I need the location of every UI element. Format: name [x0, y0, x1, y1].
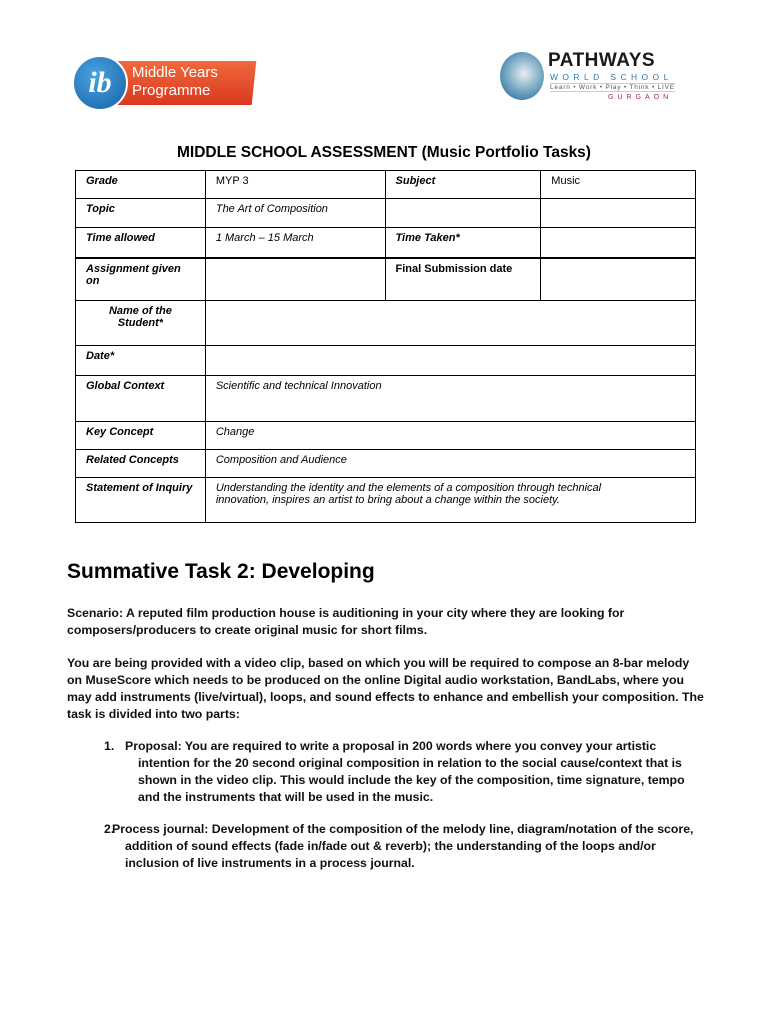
global-context-label: Global Context: [76, 376, 206, 422]
school-city: GURGAON: [608, 94, 673, 101]
global-context-value: Scientific and technical Innovation: [205, 376, 695, 422]
time-allowed-label: Time allowed: [76, 228, 206, 258]
student-name-field[interactable]: [205, 301, 695, 346]
task-heading-suffix: Developing: [261, 560, 375, 583]
part-1-number: 1.: [104, 739, 115, 753]
school-sub: WORLD SCHOOL: [550, 72, 673, 82]
grade-label: Grade: [76, 171, 206, 199]
time-allowed-value: 1 March – 15 March: [205, 228, 385, 258]
scenario-text: Scenario: A reputed film production house is auditioning in your city where they are looking for composers/producers to create original music for short films.: [67, 606, 625, 637]
related-concepts-label: Related Concepts: [76, 450, 206, 478]
key-concept-value: Change: [205, 422, 695, 450]
time-taken-label: Time Taken*: [385, 228, 541, 258]
empty-cell: [541, 199, 696, 228]
page-title: MIDDLE SCHOOL ASSESSMENT (Music Portfolio Tasks): [177, 144, 591, 161]
time-taken-field[interactable]: [541, 228, 696, 258]
pathways-logo: [500, 50, 680, 110]
ib-logo-text: [132, 64, 218, 100]
subject-label: Subject: [385, 171, 541, 199]
date-field[interactable]: [205, 346, 695, 376]
key-concept-label: Key Concept: [76, 422, 206, 450]
related-concepts-value: Composition and Audience: [205, 450, 695, 478]
ib-line2: Programme: [132, 82, 211, 99]
inquiry-value: Understanding the identity and the elements of a composition through technical innovation, inspires an artist to bring about a change within the society.: [205, 478, 695, 523]
assignment-label: Assignment given on: [76, 258, 206, 301]
ib-mark: ib: [72, 55, 128, 111]
task-heading-prefix: Summative Task 2:: [67, 560, 262, 583]
globe-icon: [500, 52, 544, 100]
date-label: Date*: [76, 346, 206, 376]
subject-value: Music: [541, 171, 696, 199]
intro-text: You are being provided with a video clip, based on which you will be required to compose an 8-bar melody on MuseScore which needs to be produced on the online Digital audio workstation, BandLabs, where you may add instruments (live/virtual), loops, and sound effects to enhance and embellish your composition. The task is divided into two parts:: [67, 656, 704, 721]
inquiry-label: Statement of Inquiry: [76, 478, 206, 523]
topic-value: The Art of Composition: [205, 199, 385, 228]
assessment-table: [75, 170, 696, 523]
part-1-text: Proposal: You are required to write a proposal in 200 words where you convey your artistic intention for the 20 second original composition in relation to the social cause/context that is shown in the video clip. This would include the key of the composition, time signature, tempo and the instruments that will be used in the music.: [125, 739, 685, 804]
final-submission-label: Final Submission date: [385, 258, 541, 301]
part-2-text: Process journal: Development of the composition of the melody line, diagram/notation of the score, addition of sound effects (fade in/fade out & reverb); the understanding of the loops and/or inclusion of live instruments in a process journal.: [112, 822, 694, 870]
ib-myp-logo: [72, 55, 257, 110]
school-name: PATHWAYS: [548, 50, 656, 71]
part-2-number: 2.: [104, 822, 115, 836]
empty-cell: [385, 199, 541, 228]
ib-line1: Middle Years: [132, 64, 218, 81]
task-heading: [67, 560, 375, 584]
topic-label: Topic: [76, 199, 206, 228]
grade-value: MYP 3: [205, 171, 385, 199]
assignment-field[interactable]: [205, 258, 385, 301]
student-name-label: Name of the Student*: [76, 301, 206, 346]
final-submission-field[interactable]: [541, 258, 696, 301]
school-motto: Learn • Work • Play • Think • LIVE: [550, 84, 675, 91]
